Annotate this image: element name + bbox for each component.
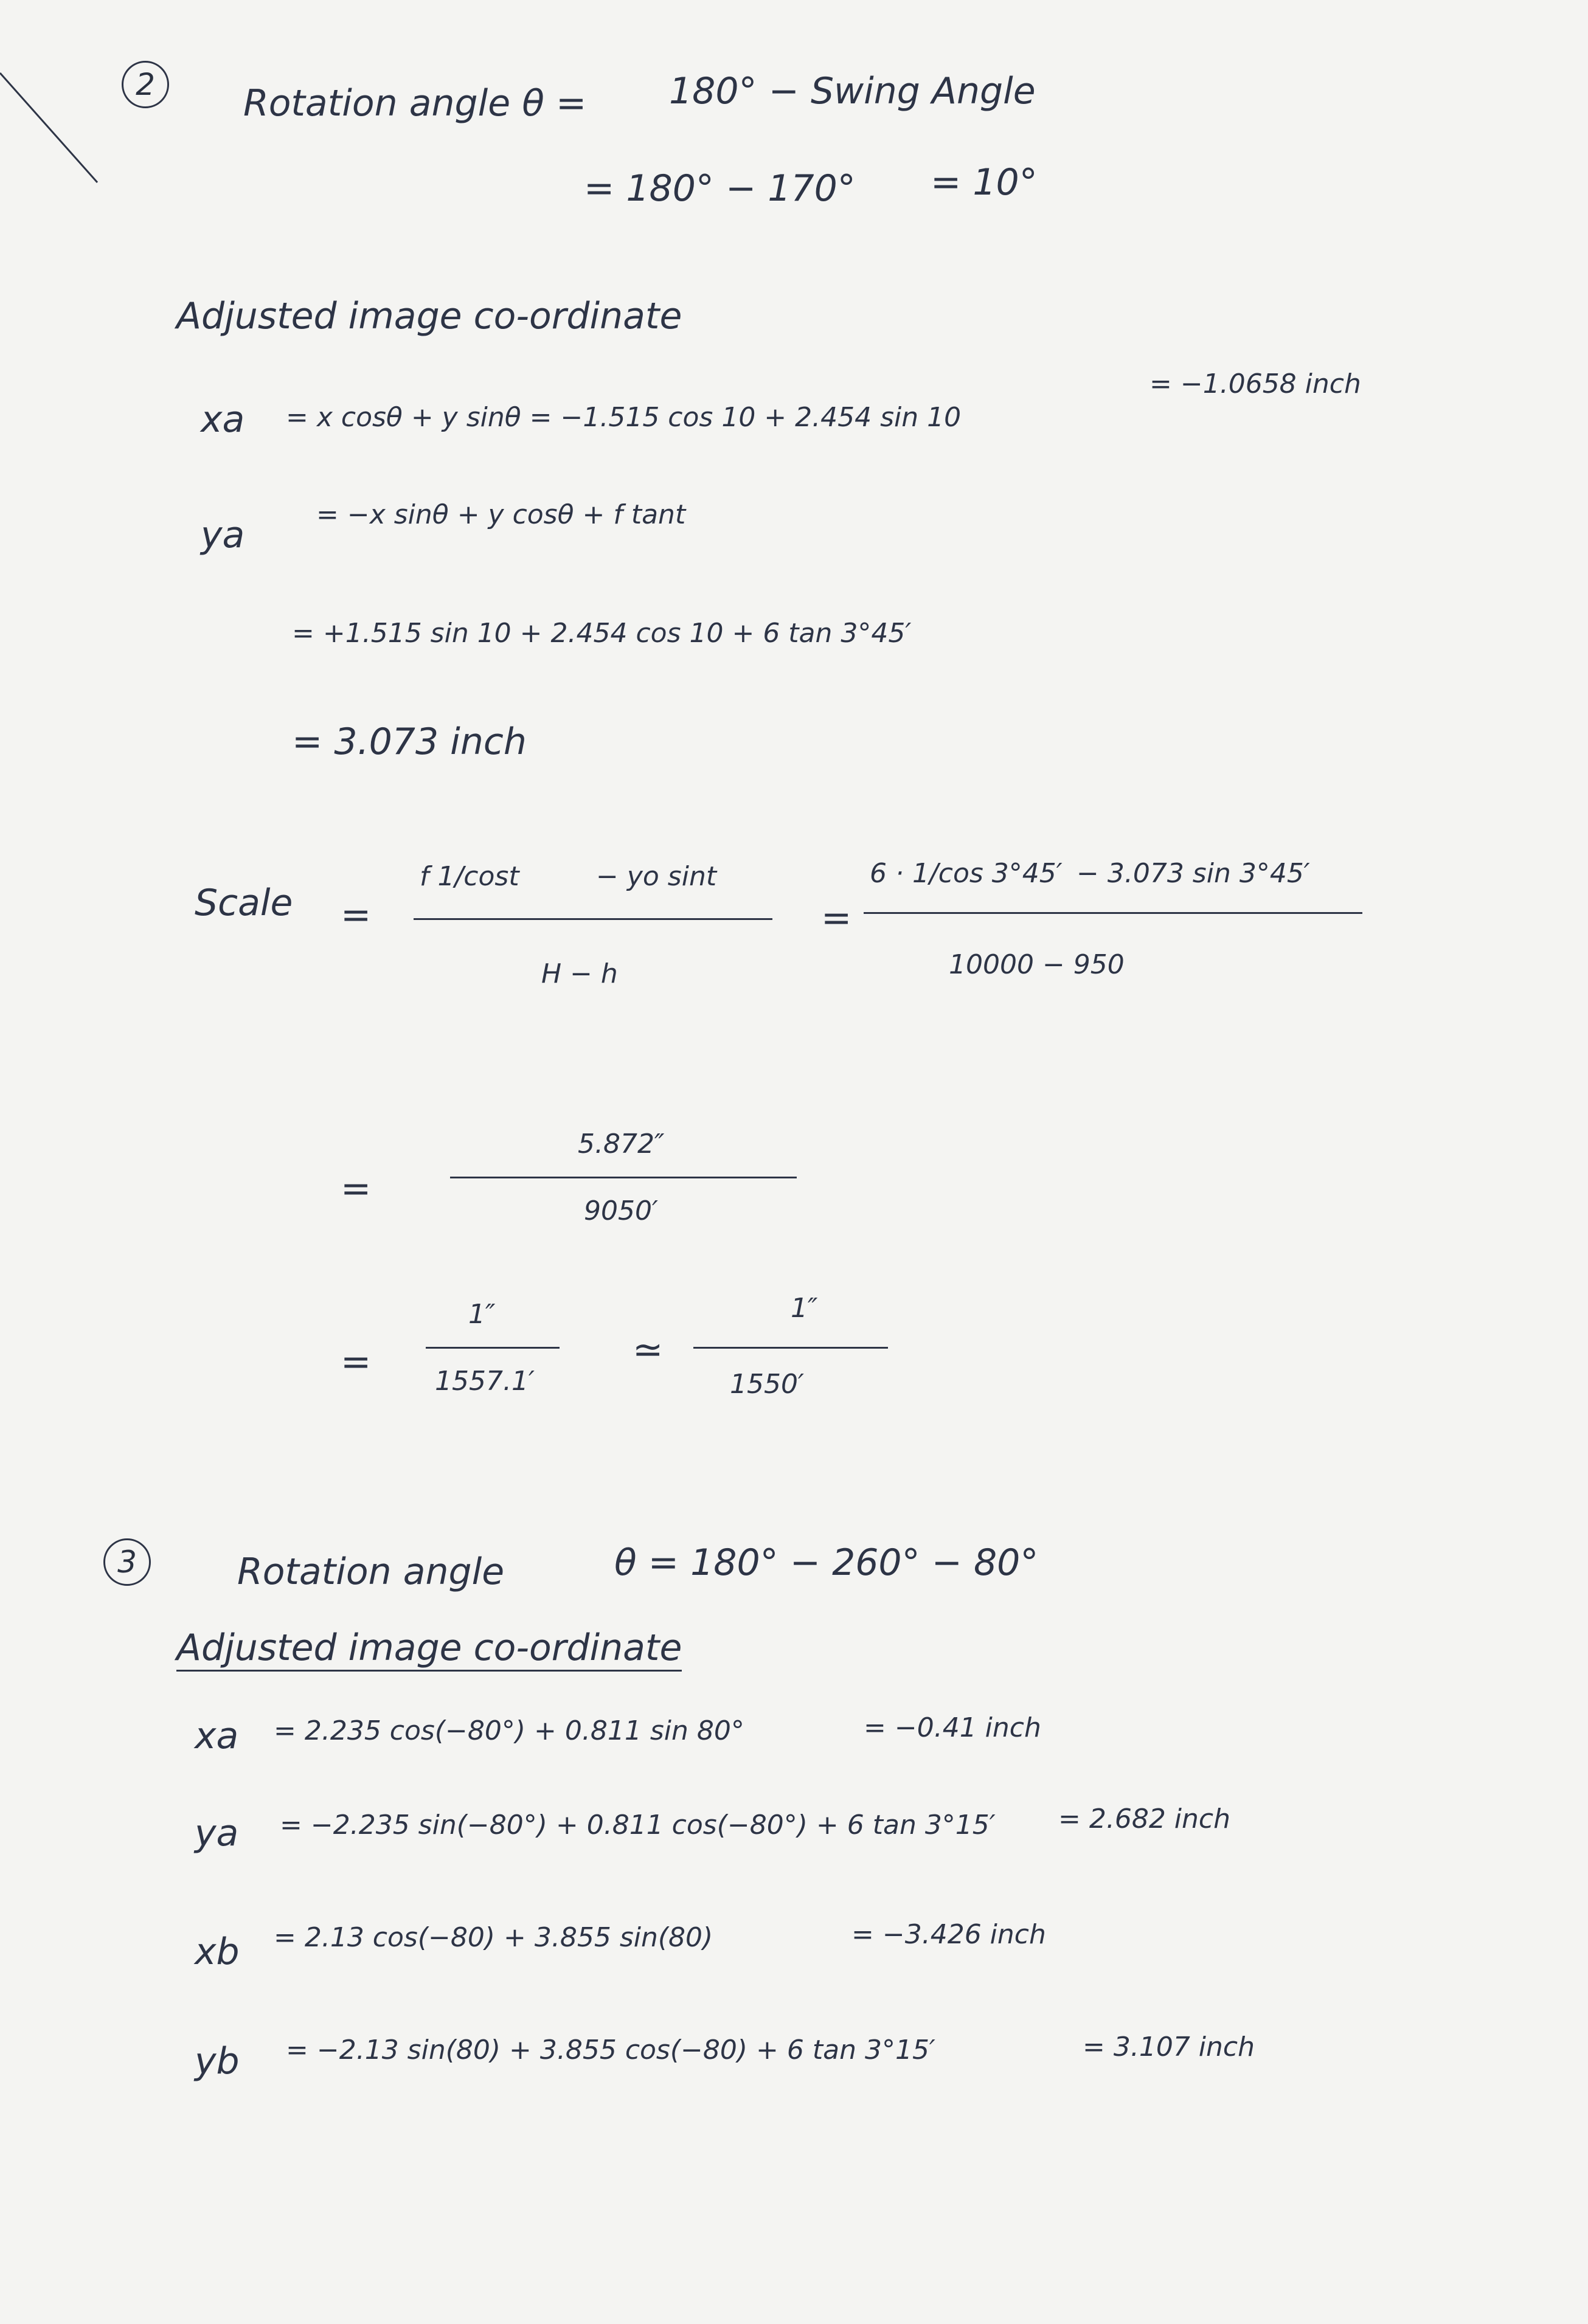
scale-equals-4: = (341, 1341, 372, 1383)
scale-numerator-yo-term: − yo sint (596, 861, 717, 892)
section-2-ya-substitution: = +1.515 sin 10 + 2.454 cos 10 + 6 tan 3°45′ (292, 618, 912, 649)
section-3-ya-label: ya (195, 1812, 239, 1855)
section-3-yb-label: yb (195, 2040, 240, 2083)
section-3-adjusted-heading: Adjusted image co-ordinate (176, 1630, 682, 1672)
section-2-adjusted-heading: Adjusted image co-ordinate (176, 295, 682, 337)
scale-denominator: H − h (541, 958, 618, 989)
scale-numerator-f-term: f 1/cost (420, 861, 519, 892)
section-3-xb-label: xb (195, 1931, 240, 1973)
fraction1-numerator: 5.872″ (578, 1129, 665, 1160)
fraction3-bar (693, 1347, 888, 1349)
fraction1-denominator: 9050′ (584, 1195, 658, 1226)
section-2-xa-result: = −1.0658 inch (1149, 368, 1361, 399)
section-2-ya-equation: = −x sinθ + y cosθ + f tant (316, 499, 686, 530)
section-2-rotation-values: = 180° − 170° (584, 167, 856, 210)
section-2-rotation-formula: 180° − Swing Angle (669, 70, 1036, 112)
section-3-yb-equation: = −2.13 sin(80) + 3.855 cos(−80) + 6 tan 3°15′ (286, 2035, 935, 2066)
section-3-ya-result: = 2.682 inch (1058, 1804, 1230, 1835)
scale-fraction-bar (414, 918, 772, 920)
section-3-rotation-label: Rotation angle (237, 1551, 505, 1593)
section-2-ya-label: ya (201, 514, 245, 556)
section-2-number: 2 (122, 61, 169, 108)
scale-equals-1: = (341, 894, 372, 936)
scale-numerator2-f-term: 6 · 1/cos 3°45′ (870, 858, 1063, 889)
fraction2-numerator: 1″ (468, 1299, 496, 1330)
approx-sign: ≃ (633, 1329, 664, 1371)
scale-fraction-bar-2 (864, 912, 1362, 914)
section-2-rotation-label: Rotation angle θ = (243, 82, 587, 125)
section-3-yb-result: = 3.107 inch (1083, 2032, 1255, 2063)
fraction1-bar (450, 1177, 797, 1178)
section-3-xb-equation: = 2.13 cos(−80) + 3.855 sin(80) (274, 1922, 713, 1953)
fraction3-numerator: 1″ (791, 1293, 818, 1324)
section-2-rotation-result: = 10° (931, 161, 1038, 204)
fraction2-bar (426, 1347, 560, 1349)
section-3-xb-result: = −3.426 inch (851, 1919, 1046, 1950)
section-3-rotation-equation: θ = 180° − 260° − 80° (614, 1541, 1039, 1584)
section-3-xa-result: = −0.41 inch (864, 1712, 1041, 1743)
section-2-xa-label: xa (201, 398, 245, 441)
section-3-xa-equation: = 2.235 cos(−80°) + 0.811 sin 80° (274, 1715, 744, 1746)
section-3-number: 3 (103, 1538, 151, 1586)
section-3-ya-equation: = −2.235 sin(−80°) + 0.811 cos(−80°) + 6 tan 3°15′ (280, 1810, 996, 1841)
scale-equals-2: = (821, 897, 852, 939)
section-3-xa-label: xa (195, 1715, 239, 1757)
section-2-ya-result: = 3.073 inch (292, 721, 527, 763)
scale-numerator2-yo-term: − 3.073 sin 3°45′ (1077, 858, 1310, 889)
section-2-xa-equation: = x cosθ + y sinθ = −1.515 cos 10 + 2.454 sin 10 (286, 402, 962, 433)
fraction2-denominator: 1557.1′ (435, 1366, 535, 1397)
fraction3-denominator: 1550′ (730, 1369, 804, 1400)
scale-denominator-2: 10000 − 950 (949, 949, 1125, 980)
scale-label: Scale (195, 882, 293, 924)
scale-equals-3: = (341, 1167, 372, 1210)
